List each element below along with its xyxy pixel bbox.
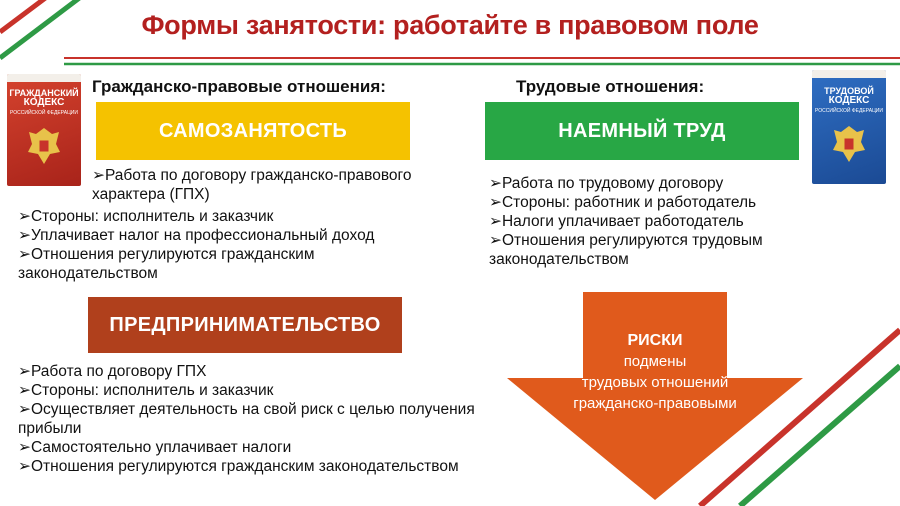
- risks-line: трудовых отношений: [581, 374, 729, 391]
- civil-book-title-1: ГРАЖДАНСКИЙ: [9, 88, 79, 98]
- hired-work-list: [489, 174, 763, 269]
- coat-of-arms-icon: [831, 122, 867, 164]
- risks-line: гражданско-правовыми: [573, 395, 737, 412]
- list-item: ➢Самостоятельно уплачивает налоги: [18, 439, 292, 456]
- list-item: ➢Налоги уплачивает работодатель: [489, 213, 744, 230]
- page-title: Формы занятости: работайте в правовом поле: [141, 10, 759, 40]
- list-item: прибыли: [18, 420, 82, 437]
- list-item: ➢Работа по трудовому договору: [489, 175, 724, 192]
- labor-book-subtitle: РОССИЙСКОЙ ФЕДЕРАЦИИ: [815, 108, 883, 114]
- list-item: ➢Отношения регулируются гражданским: [18, 246, 315, 263]
- self-employment-list: [18, 207, 374, 283]
- list-item: ➢Уплачивает налог на профессиональный доход: [18, 227, 375, 244]
- civil-relations-header: Гражданско-правовые отношения:: [92, 77, 386, 96]
- list-item: ➢Стороны: исполнитель и заказчик: [18, 382, 274, 399]
- entrepreneurship-box: [88, 297, 402, 353]
- list-item: ➢Работа по договору ГПХ: [18, 363, 207, 380]
- coat-of-arms-icon: [26, 124, 62, 166]
- labor-book-title-1: ТРУДОВОЙ: [824, 86, 874, 96]
- risks-title: РИСКИ: [627, 332, 683, 349]
- entrepreneurship-label: ПРЕДПРИНИМАТЕЛЬСТВО: [109, 313, 381, 336]
- list-item: характера (ГПХ): [92, 186, 210, 203]
- civil-book-subtitle: РОССИЙСКОЙ ФЕДЕРАЦИИ: [10, 110, 78, 116]
- self-employment-box: [96, 102, 410, 160]
- entrepreneurship-list: [18, 362, 475, 476]
- list-item: ➢Стороны: работник и работодатель: [489, 194, 757, 211]
- list-item: законодательством: [18, 265, 158, 282]
- civil-code-book: [7, 74, 81, 186]
- list-item: ➢Работа по договору гражданско-правового: [92, 167, 412, 184]
- list-item: законодательством: [489, 251, 629, 268]
- hired-work-label: НАЕМНЫЙ ТРУД: [558, 119, 726, 142]
- hired-work-box: [485, 102, 799, 160]
- risks-line: подмены: [623, 353, 687, 370]
- labor-relations-header: Трудовые отношения:: [516, 77, 705, 96]
- list-item: ➢Стороны: исполнитель и заказчик: [18, 208, 274, 225]
- risks-text: [545, 330, 765, 414]
- self-employment-list-head: [92, 166, 411, 204]
- self-employment-label: САМОЗАНЯТОСТЬ: [158, 119, 348, 142]
- labor-book-title-2: КОДЕКС: [828, 95, 870, 106]
- list-item: ➢Осуществляет деятельность на свой риск с целью получения: [18, 401, 475, 418]
- civil-book-title-2: КОДЕКС: [23, 97, 65, 108]
- list-item: ➢Отношения регулируются гражданским законодательством: [18, 458, 459, 475]
- list-item: ➢Отношения регулируются трудовым: [489, 232, 763, 249]
- labor-code-book: [812, 70, 886, 184]
